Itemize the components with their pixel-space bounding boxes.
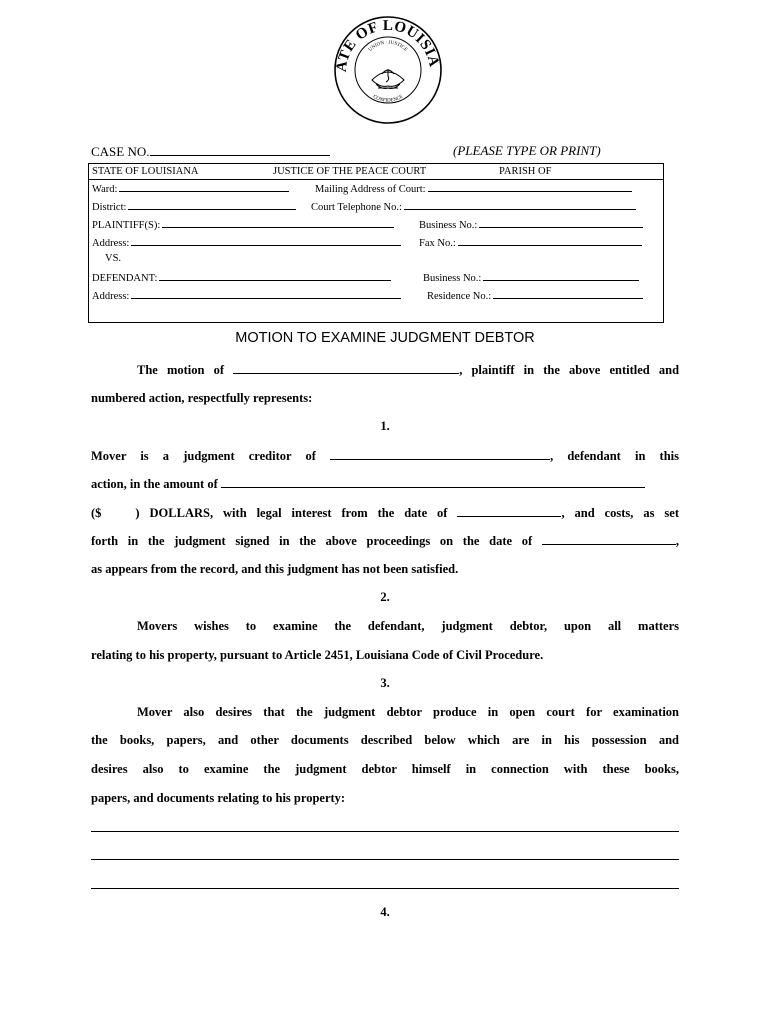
district-label: District: bbox=[92, 202, 127, 213]
fax-no-field[interactable] bbox=[419, 236, 642, 249]
court-phone-label: Court Telephone No.: bbox=[311, 202, 402, 213]
judgment-signed-line bbox=[91, 533, 679, 549]
plaintiffs-blank[interactable] bbox=[162, 218, 394, 228]
comma-text: , bbox=[675, 534, 680, 548]
article-2451-line: relating to his property, pursuant to Article 2451, Louisiana Code of Civil Procedure. bbox=[91, 648, 544, 662]
judgment-creditor-text: Mover is a judgment creditor of bbox=[91, 449, 316, 463]
plaintiff-address-label: Address: bbox=[92, 238, 130, 249]
court-phone-field[interactable] bbox=[311, 200, 636, 213]
ward-field[interactable] bbox=[92, 182, 289, 195]
plaintiff-address-blank[interactable] bbox=[131, 236, 401, 246]
section-number-2: 2. bbox=[380, 590, 390, 604]
judgment-date-blank[interactable] bbox=[542, 533, 676, 545]
judgment-creditor-line bbox=[91, 448, 679, 464]
plaintiffs-label: PLAINTIFF(S): bbox=[92, 220, 161, 231]
seal-ribbon-text: UNION · JUSTICE bbox=[368, 40, 408, 53]
costs-text: , and costs, as set bbox=[561, 506, 679, 520]
judgment-signed-text: forth in the judgment signed in the above proceedings on the date of bbox=[91, 534, 533, 548]
business-no-field[interactable] bbox=[419, 218, 643, 231]
produce-documents-text: Mover also desires that the judgment debtor produce in open court for examination bbox=[137, 705, 679, 719]
amount-line bbox=[91, 476, 679, 492]
ward-blank[interactable] bbox=[119, 182, 289, 192]
documents-description-line-1[interactable] bbox=[91, 831, 679, 832]
dollar-open-text: ($ bbox=[91, 506, 102, 520]
motion-intro-line bbox=[91, 362, 679, 378]
examine-himself-line: desires also to examine the judgment debtor himself in connection with these books, bbox=[91, 762, 679, 776]
svg-text:CONFIDENCE bbox=[372, 95, 404, 104]
defendant-business-no-label: Business No.: bbox=[423, 273, 482, 284]
dollars-interest-text: ) DOLLARS, with legal interest from the date of bbox=[135, 506, 448, 520]
amount-text: action, in the amount of bbox=[91, 477, 218, 491]
defendant-address-label: Address: bbox=[92, 291, 130, 302]
plaintiff-name-blank[interactable] bbox=[233, 362, 459, 374]
fax-no-blank[interactable] bbox=[458, 236, 642, 246]
defendant-blank[interactable] bbox=[159, 271, 391, 281]
district-field[interactable] bbox=[92, 200, 296, 213]
mailing-address-field[interactable] bbox=[315, 182, 632, 195]
residence-no-field[interactable] bbox=[427, 289, 643, 302]
respectfully-represents: numbered action, respectfully represents: bbox=[91, 391, 313, 405]
residence-no-blank[interactable] bbox=[493, 289, 643, 299]
section-number-3: 3. bbox=[380, 676, 390, 690]
defendant-address-field[interactable] bbox=[92, 289, 401, 302]
pelican-icon bbox=[372, 69, 404, 89]
section-number-4: 4. bbox=[380, 905, 390, 919]
district-blank[interactable] bbox=[128, 200, 296, 210]
form-title: MOTION TO EXAMINE JUDGMENT DEBTOR bbox=[235, 330, 535, 346]
caption-parish: PARISH OF bbox=[499, 166, 552, 177]
defendant-address-blank[interactable] bbox=[131, 289, 401, 299]
seal-bottom-text: CONFIDENCE bbox=[371, 94, 405, 104]
defendant-in-this-text: , defendant in this bbox=[550, 449, 680, 463]
dollars-line bbox=[91, 505, 679, 521]
case-number-label: CASE NO. bbox=[91, 144, 150, 159]
business-no-label: Business No.: bbox=[419, 220, 478, 231]
ward-label: Ward: bbox=[92, 184, 118, 195]
section-number-1: 1. bbox=[380, 419, 390, 433]
case-caption-box bbox=[88, 163, 664, 323]
caption-court: JUSTICE OF THE PEACE COURT bbox=[273, 166, 427, 177]
plaintiff-entitled-text: , plaintiff in the above entitled and bbox=[459, 363, 680, 377]
residence-no-label: Residence No.: bbox=[427, 291, 492, 302]
case-number-field[interactable] bbox=[91, 143, 330, 160]
books-papers-line: the books, papers, and other documents described below which are in his possession and bbox=[91, 733, 679, 747]
examine-defendant-text: Movers wishes to examine the defendant, judgment debtor, upon all matters bbox=[137, 619, 679, 633]
seal-top-text: ATE OF LOUISIA bbox=[333, 17, 442, 73]
caption-state: STATE OF LOUISIANA bbox=[92, 166, 199, 177]
not-satisfied-line: as appears from the record, and this judgment has not been satisfied. bbox=[91, 562, 459, 576]
amount-words-blank[interactable] bbox=[221, 476, 645, 488]
plaintiff-address-field[interactable] bbox=[92, 236, 401, 249]
documents-description-line-2[interactable] bbox=[91, 859, 679, 860]
court-phone-blank[interactable] bbox=[404, 200, 636, 210]
motion-of-text: The motion of bbox=[137, 363, 225, 377]
mailing-address-label: Mailing Address of Court: bbox=[315, 184, 426, 195]
svg-text:UNION · JUSTICE bbox=[368, 41, 408, 53]
defendant-business-no-field[interactable] bbox=[423, 271, 639, 284]
versus-label: VS. bbox=[105, 253, 122, 264]
interest-date-blank[interactable] bbox=[457, 505, 561, 517]
case-number-blank[interactable] bbox=[150, 143, 330, 156]
mailing-address-blank[interactable] bbox=[428, 182, 632, 192]
defendant-name-blank[interactable] bbox=[330, 448, 550, 460]
produce-documents-line bbox=[91, 705, 679, 720]
defendant-field[interactable] bbox=[92, 271, 391, 284]
print-instruction: (PLEASE TYPE OR PRINT) bbox=[453, 143, 601, 158]
examine-defendant-line bbox=[91, 619, 679, 634]
state-seal bbox=[332, 14, 444, 126]
defendant-label: DEFENDANT: bbox=[92, 273, 158, 284]
documents-description-line-3[interactable] bbox=[91, 888, 679, 889]
documents-property-line: papers, and documents relating to his property: bbox=[91, 791, 346, 805]
fax-no-label: Fax No.: bbox=[419, 238, 456, 249]
business-no-blank[interactable] bbox=[479, 218, 643, 228]
defendant-business-no-blank[interactable] bbox=[483, 271, 639, 281]
plaintiffs-field[interactable] bbox=[92, 218, 394, 231]
